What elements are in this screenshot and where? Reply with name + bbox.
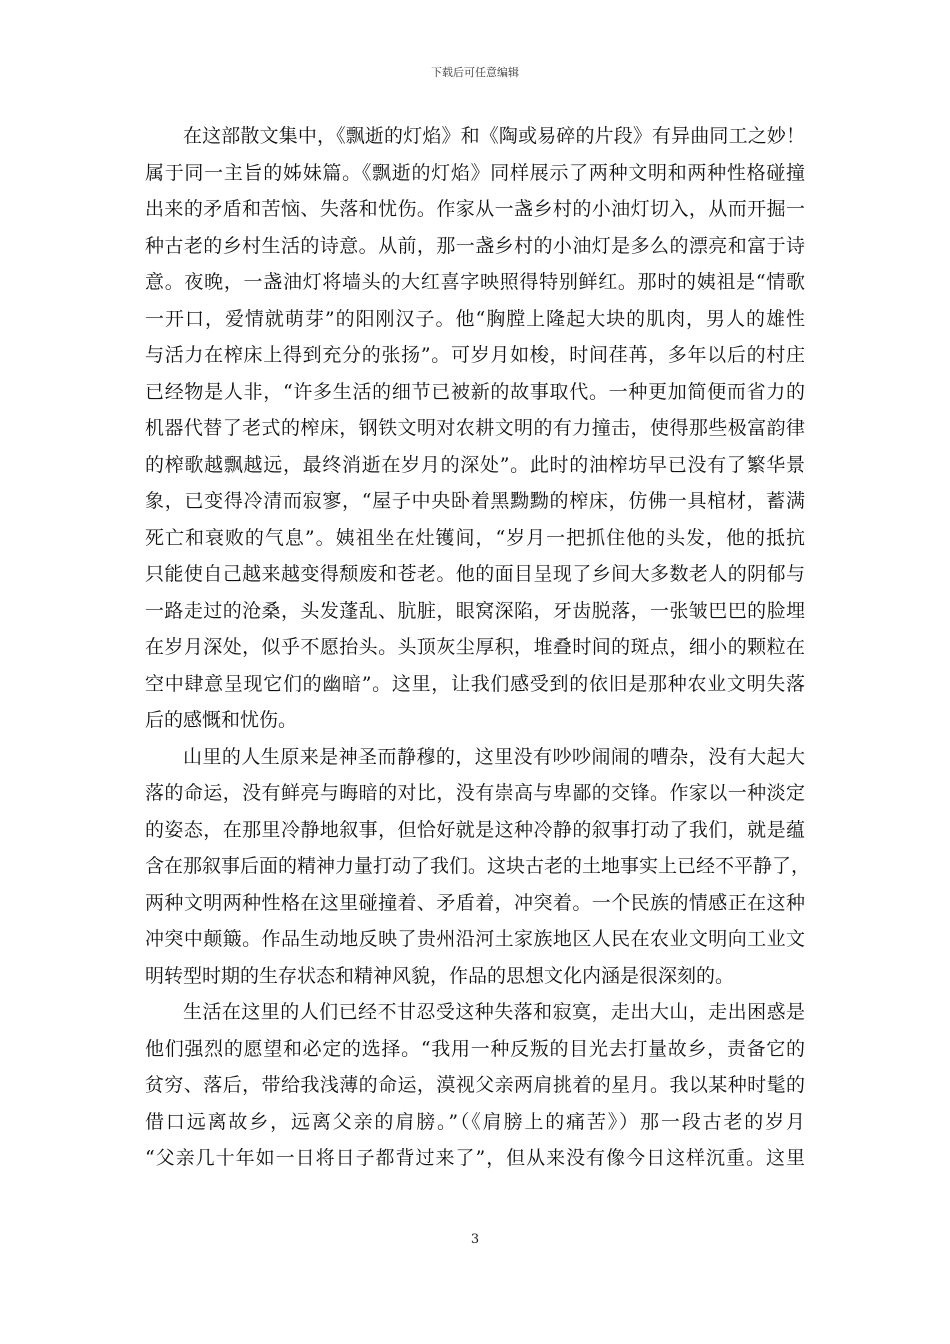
paragraph-2 — [145, 739, 811, 995]
page-header: 下载后可任意编辑 — [431, 66, 519, 79]
text-line: 意。夜晚，一盏油灯将墙头的大红喜字映照得特别鲜红。那时的姨祖是“情歌 — [145, 271, 805, 293]
text-line: 种古老的乡村生活的诗意。从前，那一盏乡村的小油灯是多么的漂亮和富于诗 — [145, 234, 805, 257]
text-line: 明转型时期的生存状态和精神风貌，作品的思想文化内涵是很深刻的。 — [145, 964, 735, 987]
text-line: “父亲几十年如一日将日子都背过来了”，但从来没有像今日这样沉重。这里 — [145, 1147, 805, 1169]
text-line: 冲突中颠簸。作品生动地反映了贵州沿河土家族地区人民在农业文明向工业文 — [145, 928, 805, 950]
text-line: 落的命运，没有鲜亮与晦暗的对比，没有崇高与卑鄙的交锋。作家以一种淡定 — [145, 782, 805, 804]
text-line: 只能使自己越来越变得颓废和苍老。他的面目呈现了乡间大多数老人的阴郁与 — [145, 563, 805, 585]
text-line: 死亡和衰败的气息”。姨祖坐在灶镬间，“岁月一把抓住他的头发，他的抵抗 — [145, 526, 805, 549]
text-line: 出来的矛盾和苦恼、失落和忧伤。作家从一盏乡村的小油灯切入，从而开掘一 — [145, 198, 805, 220]
text-line: 借口远离故乡，远离父亲的肩膀。”（《肩膀上的痛苦》）那一段古老的岁月 — [145, 1110, 805, 1133]
text-line: 两种文明两种性格在这里碰撞着、矛盾着，冲突着。一个民族的情感正在这种 — [145, 891, 805, 914]
text-line: 在这部散文集中，《飘逝的灯焰》和《陶或易碎的片段》有异曲同工之妙！ — [183, 125, 805, 147]
article-body — [145, 118, 811, 1177]
text-line: 含在那叙事后面的精神力量打动了我们。这块古老的土地事实上已经不平静了， — [145, 855, 811, 877]
text-line: 的榨歌越飘越远，最终消逝在岁月的深处”。此时的油榨坊早已没有了繁华景 — [145, 453, 805, 476]
text-line: 生活在这里的人们已经不甘忍受这种失落和寂寞，走出大山，走出困惑是 — [183, 1001, 805, 1023]
text-line: 在岁月深处，似乎不愿抬头。头顶灰尘厚积，堆叠时间的斑点，细小的颗粒在 — [145, 636, 805, 658]
text-line: 后的感慨和忧伤。 — [145, 709, 298, 731]
text-line: 贫穷、落后，带给我浅薄的命运，漠视父亲两肩挑着的星月。我以某种时髦的 — [145, 1074, 805, 1096]
text-line: 机器代替了老式的榨床，钢铁文明对农耕文明的有力撞击，使得那些极富韵律 — [145, 417, 805, 439]
text-line: 象，已变得冷清而寂寥，“屋子中央卧着黑黝黝的榨床，仿佛一具棺材，蓄满 — [145, 490, 805, 512]
text-line: 已经物是人非，“许多生活的细节已被新的故事取代。一种更加简便而省力的 — [145, 380, 805, 403]
text-line: 一开口，爱情就萌芽”的阳刚汉子。他“胸膛上隆起大块的肌肉，男人的雄性 — [145, 307, 805, 330]
text-line: 山里的人生原来是神圣而静穆的，这里没有吵吵闹闹的嘈杂，没有大起大 — [183, 745, 805, 768]
paragraph-3 — [145, 994, 805, 1177]
text-line: 一路走过的沧桑，头发蓬乱、肮脏，眼窝深陷，牙齿脱落，一张皱巴巴的脸埋 — [145, 599, 805, 622]
text-line: 空中肆意呈现它们的幽暗”。这里，让我们感受到的依旧是那种农业文明失落 — [145, 672, 805, 695]
paragraph-1 — [145, 118, 805, 739]
text-line: 他们强烈的愿望和必定的选择。“我用一种反叛的目光去打量故乡，责备它的 — [145, 1037, 805, 1060]
text-line: 与活力在榨床上得到充分的张扬”。可岁月如梭，时间荏苒，多年以后的村庄 — [145, 344, 805, 366]
text-line: 属于同一主旨的姊妹篇。《飘逝的灯焰》同样展示了两种文明和两种性格碰撞 — [145, 161, 805, 184]
page-number: 3 — [470, 1232, 480, 1247]
text-line: 的姿态，在那里冷静地叙事，但恰好就是这种冷静的叙事打动了我们，就是蕴 — [145, 818, 805, 841]
